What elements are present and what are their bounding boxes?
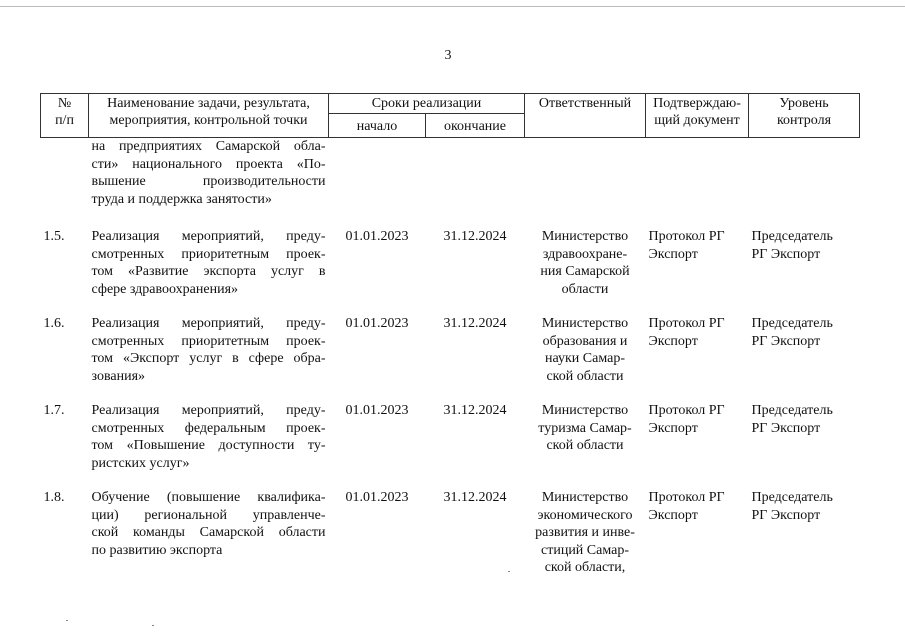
row-number: 1.6.	[43, 316, 65, 331]
document-cell: Протокол РГ Экспорт	[648, 403, 725, 436]
end-date-cell: 31.12.2024	[443, 316, 507, 331]
header-confirming-document: Подтверждаю- щий документ	[646, 94, 749, 138]
control-cell: Председатель РГ Экспорт	[751, 490, 833, 523]
header-start-date: начало	[329, 114, 426, 138]
document-cell: Протокол РГ Экспорт	[648, 229, 725, 262]
task-name-cell: Обучение (повышение квалифика- ции) региональной управленче- ской команды Самарской области по развитию экспорта	[91, 490, 326, 558]
table-header-row	[41, 94, 860, 114]
task-name-cell: Реализация мероприятий, преду- смотренных приоритетным проек- том «Экспорт услуг в сфере обра- зования»	[91, 316, 326, 384]
control-cell: Председатель РГ Экспорт	[751, 403, 833, 436]
control-cell: Председатель РГ Экспорт	[751, 229, 833, 262]
task-name-cell: на предприятиях Самарской обла- сти» национального проекта «По- вышение производительности труда и поддержка занятости»	[91, 139, 326, 207]
scan-top-edge	[0, 6, 905, 7]
start-date-cell: 01.01.2023	[345, 316, 409, 331]
document-cell: Протокол РГ Экспорт	[648, 316, 725, 349]
task-name-cell: Реализация мероприятий, преду- смотренных федеральным проек- том «Повышение доступности ту- ристских услуг»	[91, 403, 326, 471]
document-cell: Протокол РГ Экспорт	[648, 490, 725, 523]
row-number: 1.8.	[43, 490, 65, 505]
header-control-level: Уровень контроля	[749, 94, 860, 138]
header-task-name: Наименование задачи, результата, мероприятия, контрольной точки	[89, 94, 329, 138]
start-date-cell: 01.01.2023	[345, 490, 409, 505]
table-row-continuation	[41, 138, 860, 229]
implementation-plan-table	[40, 93, 860, 594]
start-date-cell: 01.01.2023	[345, 229, 409, 244]
responsible-cell: Министерство туризма Самар- ской области	[538, 403, 632, 453]
responsible-cell: Министерство здравоохране- ния Самарской области	[540, 229, 630, 297]
scan-speck	[508, 571, 510, 572]
scan-speck	[66, 620, 68, 621]
row-number: 1.5.	[43, 229, 65, 244]
scan-speck	[152, 625, 154, 626]
page-number: 3	[444, 48, 452, 63]
control-cell: Председатель РГ Экспорт	[751, 316, 833, 349]
end-date-cell: 31.12.2024	[443, 229, 507, 244]
table-row	[41, 489, 860, 594]
header-responsible: Ответственный	[525, 94, 646, 138]
row-number: 1.7.	[43, 403, 65, 418]
header-implementation-period: Сроки реализации	[329, 94, 525, 114]
task-name-cell: Реализация мероприятий, преду- смотренных приоритетным проек- том «Развитие экспорта услуг в сфере здравоохранения»	[91, 229, 326, 297]
header-number: № п/п	[41, 94, 89, 138]
responsible-cell: Министерство экономического развития и инве- стиций Самар- ской области,	[535, 490, 635, 575]
end-date-cell: 31.12.2024	[443, 490, 507, 505]
table-row	[41, 402, 860, 489]
responsible-cell: Министерство образования и науки Самар- ской области	[541, 316, 629, 384]
start-date-cell: 01.01.2023	[345, 403, 409, 418]
table-row	[41, 228, 860, 315]
header-end-date: окончание	[426, 114, 525, 138]
end-date-cell: 31.12.2024	[443, 403, 507, 418]
table-row	[41, 315, 860, 402]
